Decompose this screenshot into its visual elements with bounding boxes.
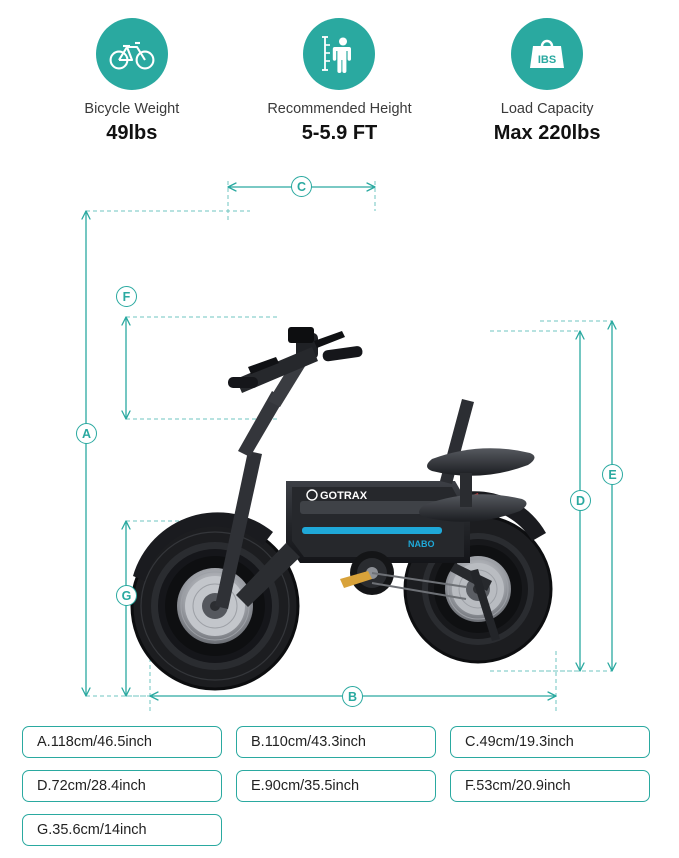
spec-label: Bicycle Weight xyxy=(84,101,180,117)
legend-item-f: F.53cm/20.9inch xyxy=(450,770,650,802)
spec-load-capacity xyxy=(444,18,650,145)
legend-item-e: E.90cm/35.5inch xyxy=(236,770,436,802)
bike-dimension-diagram xyxy=(0,151,679,711)
dim-marker-c: C xyxy=(291,176,312,197)
spec-value: 5-5.9 FT xyxy=(301,122,378,145)
legend-row xyxy=(22,770,657,802)
legend-item-d: D.72cm/28.4inch xyxy=(22,770,222,802)
legend-item-b: B.110cm/43.3inch xyxy=(236,726,436,758)
svg-text:IBS: IBS xyxy=(537,54,557,66)
weight-lbs-icon xyxy=(511,18,583,90)
bike-illustration xyxy=(0,151,679,711)
dim-marker-e: E xyxy=(602,464,623,485)
legend-item-c: C.49cm/19.3inch xyxy=(450,726,650,758)
dim-marker-g: G xyxy=(116,585,137,606)
spec-value: Max 220lbs xyxy=(493,122,601,145)
legend-row xyxy=(22,726,657,758)
dim-marker-f: F xyxy=(116,286,137,307)
spec-recommended-height xyxy=(237,18,443,145)
dim-marker-a: A xyxy=(76,423,97,444)
legend-item-a: A.118cm/46.5inch xyxy=(22,726,222,758)
model-text: NABO xyxy=(408,539,435,550)
spec-label: Recommended Height xyxy=(267,101,412,117)
brand-text: GOTRAX xyxy=(320,490,368,503)
dimension-legend xyxy=(0,726,679,858)
spec-badge-row xyxy=(0,0,679,145)
spec-value: 49lbs xyxy=(106,122,158,145)
person-height-icon xyxy=(303,18,375,90)
dim-marker-d: D xyxy=(570,490,591,511)
dim-marker-b: B xyxy=(342,686,363,707)
legend-row xyxy=(22,814,657,846)
bicycle-icon xyxy=(96,18,168,90)
spec-label: Load Capacity xyxy=(500,101,594,117)
legend-item-g: G.35.6cm/14inch xyxy=(22,814,222,846)
spec-bicycle-weight xyxy=(29,18,235,145)
